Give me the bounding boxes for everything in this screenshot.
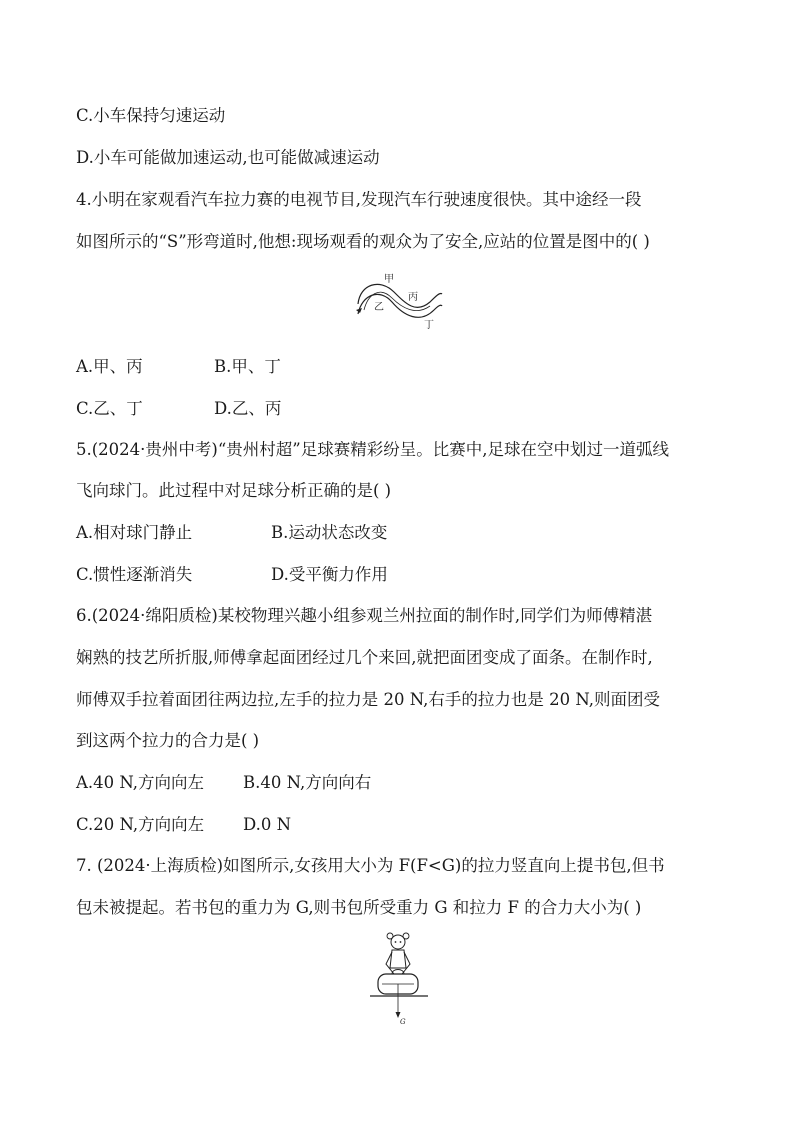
- label-g: G: [400, 1018, 406, 1026]
- q6-stem-line1: 6.(2024·绵阳质检)某校物理兴趣小组参观兰州拉面的制作时,同学们为师傅精湛: [76, 606, 653, 625]
- q6-stem-line4: 到这两个拉力的合力是( ): [76, 731, 260, 750]
- q4-stem-line2: 如图所示的“S”形弯道时,他想:现场观看的观众为了安全,应站的位置是图中的( ): [76, 232, 650, 251]
- label-jia: 甲: [384, 274, 394, 285]
- q5-option-d: D.受平衡力作用: [271, 565, 388, 584]
- q4-stem-line1: 4.小明在家观看汽车拉力赛的电视节目,发现汽车行驶速度很快。其中途经一段: [76, 190, 642, 209]
- q6-option-b: B.40 N,方向向右: [243, 773, 372, 792]
- q6-stem-line3: 师傅双手拉着面团往两边拉,左手的拉力是 20 N,右手的拉力也是 20 N,则面团受: [76, 690, 660, 709]
- q6-option-a: A.40 N,方向向左: [76, 773, 205, 792]
- q3-option-c: C.小车保持匀速运动: [76, 106, 226, 125]
- q5-stem-line1: 5.(2024·贵州中考)“贵州村超”足球赛精彩纷呈。比赛中,足球在空中划过一道弧线: [76, 440, 669, 459]
- q3-option-d: D.小车可能做加速运动,也可能做减速运动: [76, 148, 380, 167]
- s-curve-road-figure: [350, 268, 450, 334]
- label-yi: 乙: [374, 302, 384, 313]
- q5-option-b: B.运动状态改变: [271, 523, 388, 542]
- q6-stem-line2: 娴熟的技艺所折服,师傅拿起面团经过几个来回,就把面团变成了面条。在制作时,: [76, 648, 653, 667]
- label-bing: 丙: [408, 292, 418, 303]
- q4-option-d: D.乙、丙: [214, 399, 282, 418]
- q7-stem-line2: 包未被提起。若书包的重力为 G,则书包所受重力 G 和拉力 F 的合力大小为( ): [76, 898, 642, 917]
- q7-stem-line1: 7. (2024·上海质检)如图所示,女孩用大小为 F(F<G)的拉力竖直向上提书包,但书: [76, 856, 665, 875]
- q5-stem-line2: 飞向球门。此过程中对足球分析正确的是( ): [76, 481, 392, 500]
- girl-lifting-bag-figure: [366, 930, 432, 1026]
- q6-option-c: C.20 N,方向向左: [76, 815, 205, 834]
- q4-option-b: B.甲、丁: [214, 357, 281, 376]
- label-ding: 丁: [424, 320, 434, 331]
- q4-option-a: A.甲、丙: [76, 357, 143, 376]
- q5-option-c: C.惯性逐渐消失: [76, 565, 193, 584]
- q4-option-c: C.乙、丁: [76, 399, 143, 418]
- q6-option-d: D.0 N: [243, 815, 292, 834]
- q5-option-a: A.相对球门静止: [76, 523, 193, 542]
